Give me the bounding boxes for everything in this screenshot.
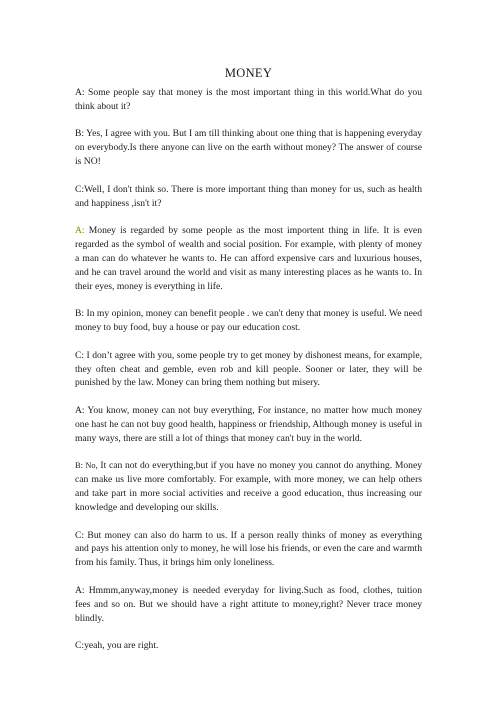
document-page: [75, 66, 422, 667]
speaker-label: C:: [75, 640, 85, 652]
speaker-label: C:: [75, 529, 85, 541]
speaker-label: A:: [75, 87, 85, 98]
speaker-label: A:: [75, 584, 85, 596]
dialogue-paragraph: [75, 127, 422, 169]
dialogue-text: yeah, you are right.: [84, 640, 159, 652]
speaker-label: B: No,: [75, 461, 98, 471]
dialogue-text: Yes, I agree with you. But I am till thinking about one thing that is happening everyday on everybody.Is there anyone can live on the earth without money? The answer of course is NO!: [75, 128, 422, 168]
dialogue-paragraph: [75, 404, 422, 446]
speaker-label: B:: [75, 128, 85, 140]
dialogue-text: Some people say that money is the most important thing in this world.What do you think about it?: [75, 87, 422, 112]
dialogue-text: In my opinion, money can benefit people . we can't deny that money is useful. We need money to buy food, buy a house or pay our education cost.: [75, 308, 422, 334]
dialogue-text: Hmmm,anyway,money is needed everyday for living.Such as food, clothes, tuition fees and so on. But we should have a right attitute to money,right? Never trace money blindly.: [75, 584, 422, 624]
dialogue-paragraph: [75, 307, 422, 335]
dialogue-text: You know, money can not buy everything, For instance, no matter how much money one hast he can not buy good health, happiness or friendship, Although money is useful in many ways, there are still a lot of things that money can't buy in the world.: [75, 404, 422, 444]
dialogue-text: It can not do everything,but if you have no money you cannot do anything. Money can make us live more comfortably. For example, with more money, we can help others and take part in more social activities and receive a good education, thus increasing our knowledge and developing our skills.: [75, 460, 422, 513]
dialogue-paragraph: [75, 529, 422, 571]
speaker-label-highlighted: A:: [75, 225, 85, 237]
speaker-label: B:: [75, 308, 85, 320]
dialogue-paragraph: [75, 349, 422, 391]
dialogue-text: I don’t agree with you, some people try to get money by dishonest means, for example, they often cheat and gemble, even rob and kill people. Sooner or later, they will be punished by the law. Money can bring them nothing but misery.: [75, 349, 422, 389]
dialogue-paragraph: [75, 639, 422, 653]
dialogue-text: Money is regarded by some people as the most importent thing in life. It is even regarded as the symbol of wealth and social position. For example, with plenty of money a man can do whatever he wants to. He can afford expensive cars and luxurious houses, and he can travel around the world and visit as many interesting places as he wants to. In their eyes, money is everything in life.: [75, 225, 422, 292]
speaker-label: C:: [75, 183, 85, 195]
dialogue-paragraph: [75, 183, 422, 211]
dialogue-text: But money can also do harm to us. If a person really thinks of money as everything and pays his attention only to money, he will lose his friends, or even the care and warmth from his family. Thus, it brings him only loneliness.: [75, 529, 422, 569]
speaker-label: A:: [75, 404, 85, 416]
dialogue-paragraph: [75, 224, 422, 294]
dialogue-paragraph: [75, 86, 422, 114]
dialogue-text: Well, I don't think so. There is more important thing than money for us, such as health and happiness ,isn't it?: [75, 183, 422, 209]
document-title: MONEY: [224, 66, 273, 80]
speaker-label: C:: [75, 349, 85, 361]
dialogue-paragraph: [75, 459, 422, 515]
dialogue-paragraph: [75, 584, 422, 626]
